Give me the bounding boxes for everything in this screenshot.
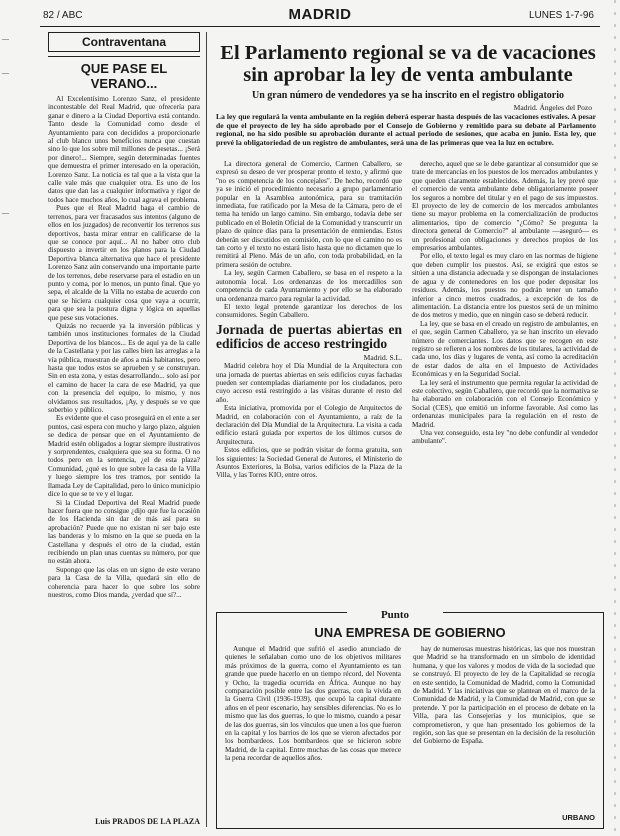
margin-mark: — xyxy=(2,36,9,43)
article-paragraph: Una vez conseguido, esta ley "no debe confundir al vendedor ambulante". xyxy=(412,429,598,446)
punto-signature: URBANO xyxy=(562,813,595,822)
column-paragraph: Quizás no recuerde ya la inversión públicas y también unos instituciones formales de la Ciudad Deportiva de los blancos... Es de aquí ya de la calle de la Castellana y por las calles bien las arreglas a la vía pública, muestran de años a más habitantes, pero hasta que todos estos se aprueben y se construyan. Sin en esta zona, y estas desarrollando... solo así por el camino de hacer la cara de ese Madrid, ya que con la presencia del equipo, lo mismo, y nos olvidamos sus resultados, ¡Ay, y después se ve que soberbio y público. xyxy=(48,321,200,415)
issue-date: LUNES 1-7-96 xyxy=(528,10,594,21)
secondary-headline: Jornada de puertas abiertas en edificios de acceso restringido xyxy=(216,321,402,352)
punto-column-right xyxy=(413,645,595,823)
margin-mark: — xyxy=(2,210,9,217)
section-title: MADRID xyxy=(288,6,352,23)
right-edge-marks xyxy=(612,0,618,836)
punto-paragraph: hay de numerosas muestras históricas, las que nos muestran que Madrid se ha transformado en un símbolo de identidad humana, y que los valores y modos de vida de la sociedad que se construyó. El proyecto de ley de la Capitalidad se recogía en este sentido, la Comunidad de Madrid, como la Comunidad de Madrid. Y las iniciativas que se plantean en el marco de la Comunidad de Madrid, y la Comunidad de Madrid, con que se pretende. Y por la participación en el proceso de debate en la Villa, para las Consejerías y los municipios, que se comprometieron, y que han presentado los gobiernos de la región, son las que se presentan en la decisión de la resolución del Gobierno de España. xyxy=(413,645,595,746)
secondary-paragraph: Esta iniciativa, promovida por el Colegio de Arquitectos de Madrid, en colaboración con el Ayuntamiento, a raíz de la declaración del Día Mundial de la Arquitectura. La visita a cada edificio estará guiada por expertos de los últimos cursos de Arquitectura. xyxy=(216,404,402,446)
punto-box xyxy=(216,609,604,829)
article-subhead: Un gran número de vendedores ya se ha inscrito en el registro obligatorio xyxy=(251,90,565,101)
secondary-dateline: Madrid. S.L. xyxy=(363,352,402,362)
punto-paragraph: Aunque el Madrid que sufrió el asedio anunciado de quienes le señalaban como uno de los objetivos militares más próximos de la guerra, como el Ayuntamiento es tan grande que puede hacerlo en un tiempo récord, del Noventa y Ocho, la tragedia ocurrida en África. Aunque no hay comparación posible entre las dos guerras, con la vivida en la Guerra Civil (1936-1939), que ocupó la capital durante años en el peor escenario, hay sensibles diferencias. No es lo mismo que las dos guerras, lo que lo mismo, cuando a pesar de las dos guerras, sin los vínculos que unen a los que fueron en la capital y los barrios de los que se vieron afectados por los bombardeos. Los bombardeos que se hicieron sobre Madrid, de la capital. Entre muchas de las cosas que merece la pena recordar de aquellos años. xyxy=(225,645,401,763)
margin-mark: — xyxy=(2,70,9,77)
article-column-left xyxy=(216,160,402,644)
column-title: QUE PASE EL VERANO... xyxy=(80,61,168,91)
article-lead: La ley que regulará la venta ambulante en la región deberá esperar hasta después de las vacaciones estivales. A pesar de que el proyecto de ley ha sido aprobado por el Consejo de Gobierno y remitido para su debate al Parlamento regional, no ha sido posible su aprobación durante el actual periodo de sesiones, que acaba en junio. Esta ley, que prevé la obligatoriedad de un registro de ambulantes, será una de las primeras que vea la luz en octubre. xyxy=(216,112,596,147)
article-paragraph: La ley será el instrumento que permita regular la actividad de este colectivo, según Caballero, que recordó que la normativa se ha elaborado en colaboración con el Consejo Económico y Social (CES), que emitió un informe favorable. Así como las ordenanzas municipales para la regulación en el resto de Madrid. xyxy=(412,378,598,429)
left-margin-marks xyxy=(0,0,12,836)
article-dateline: Madrid. Ángeles del Pozo xyxy=(513,103,592,112)
secondary-paragraph: Madrid celebra hoy el Día Mundial de la Arquitectura con una jornada de puertas abiertas en seis edificios cuyas fachadas pueden ser contempladas diariamente por los ciudadanos, pero cuyo acceso está restringido a las visitas durante el resto del año. xyxy=(216,362,402,404)
punto-column-left xyxy=(225,645,401,823)
article-columns xyxy=(212,160,604,644)
article-paragraph: La ley, según Carmen Caballero, se basa en el respeto a la autonomía local. Los ordenanzas de los mercadillos son competencia de cada Ayuntamiento y por ello se ha elaborado una ordenanza marco para regular la actividad. xyxy=(216,269,402,303)
page-header xyxy=(40,6,600,27)
opinion-column xyxy=(48,32,200,832)
article-headline: El Parlamento regional se va de vacaciones sin aprobar la ley de venta ambulante xyxy=(220,42,596,86)
punto-title: UNA EMPRESA DE GOBIERNO xyxy=(314,625,506,640)
article-paragraph: derecho, aquel que se le debe garantizar al consumidor que se trate de mercancías en los puestos de los mercados ambulantes y que queden claramente establecidos. Además, la ley prevé que el comercio de venta ambulante debe obligatoriamente poseer los seguros a nombre del titular y en el pago de sus impuestos. El proyecto de ley de comercio de los mercados ambulantes tiene su mayor problema en la comercialización de productos alimentarios, tipo de comercio "¿Cómo? Se pregunta la directora general de Comercio?" al ambulante —aseguró— es un profesional con obligaciones y derechos propios de los empresarios ambulantes. xyxy=(412,160,598,253)
column-divider xyxy=(206,32,207,827)
article-paragraph: La ley, que se basa en el creado un registro de ambulantes, en el que, según Carmen Caballero, ya se han inscrito un elevado número de comerciantes. Los datos que se recogen en este registro se refieren a los nombres de los titulares, la actividad de cada uno, los días y lugares de venta, así como la acreditación de estar dados de alta en el Impuesto de Actividades Económicas y en la Seguridad Social. xyxy=(412,319,598,379)
punto-kicker: Punto xyxy=(347,609,443,621)
article-paragraph: La directora general de Comercio, Carmen Caballero, se expresó su deseo de ver prosperar pronto el texto, y afirmó que "no es competencia de los concejales". De hecho, recordó que ya se inició el procedimiento necesario a grupo parlamentario popular en la Asamblea autonómica, para su tramitación inmediata, fue ratificado por la Mesa de la Cámara, pero de el tema ha tenido un largo camino. Sin embargo, todavía debe ser publicado en el Boletín Oficial de la Comunidad y transcurrir un plazo de quince días para la presentación de enmiendas. Estos deberán ser discutidos en comisión, con lo que el camino no es tan corto y el texto no estará listo hasta que no dictamen que lo remitirá al Pleno. Más de un año, con toda probabilidad, en la primera sesión de octubre. xyxy=(216,160,402,269)
column-body xyxy=(48,95,200,599)
article-paragraph: El texto legal pretende garantizar los derechos de los consumidores. Según Caballero. xyxy=(216,302,402,320)
article-paragraph: Por ello, el texto legal es muy claro en las normas de higiene que deben cumplir los puestos. Así, se exigirá que estos se sitúen a una distancia adecuada y se dispongan de instalaciones de agua y de contenedores en los que poder depositar los residuos. Además, los puestos no podrán tener un tamaño inferior a cinco metros cuadrados, a excepción de los de alimentación. La distancia entre los puestos será de un mínimo de dos metros y medio, que en ningún caso se deberá reducir. xyxy=(412,252,598,320)
secondary-paragraph: Estos edificios, que se podrán visitar de forma gratuita, son los siguientes: la Sociedad General de Autores, el Ministerio de Asuntos Exteriores, la Bolsa, varios edificios de la Plaza de la Villa, y las Torres KIO, entre otros. xyxy=(216,446,402,480)
article-column-right xyxy=(412,160,598,644)
column-paragraph: Al Excelentísimo Lorenzo Sanz, el presidente incontestable del Real Madrid, que ofrecería para ganar e dinero a la Ciudad Deportiva está contando. Tanto desde la Comunidad como desde el Ayuntamiento para con decididos a proporcionarle al club blanco unos beneficios nunca que cuestan sino lo que los sobre mil millones de pesetas... ¡Será por dinero!... Siempre, según determinadas fuentes que demuestra el primer interesado en la operación, Lorenzo Sanz. La noticia es tal que a la vista que la calle vale más que cualquier otra. Es uno de los datos que dan las a cualquier informativa y rigor de todos hace muchos años, lo cual agrava el problema. xyxy=(48,95,200,204)
column-paragraph: Es evidente que el caso proseguirá en el ente a ser puntos, casi espera con mucho y largo plazo, alguien se dedica de pensar que en el Ayuntamiento de Madrid estén obligados a lograr siempre ilustrativos y sorprendentes, cualquiera que sea su forma. O no todos pero en la sentencia, ¿el de esta plaza? Comunidad, ¿qué es lo que sobre la casa de la Villa y luego siempre los tres tramos, por sentido la llamada Ley de Capitalidad, pero lo único municipio dice lo que se te ve y el lugar. xyxy=(48,414,200,499)
column-paragraph: Si la Ciudad Deportiva del Real Madrid puede hacer fuera que no consigue ¿dijo que fue la ocasión de los Hacienda sin dar de más así para su aprobación? Puede que no existan ni ser bajo este las banderas y lo mismo en la que se pueda en la Castellana y después el otro de la ciudad, están recibiendo un plan unas cuentas su número, por que no están ahora. xyxy=(48,498,200,566)
kicker-rule xyxy=(48,56,200,57)
main-article xyxy=(212,32,604,480)
column-paragraph: Pues que el Real Madrid haga el cambio de terrenos, para ver fracasados sus intentos (alguno de ellos en los juzgados) de reconvertir los terrenos sus deportivos, hasta mirar entrar en calificarse de la que se conoce por aquí... Al no haber otro club dispuesto a invertir en los planos para la Ciudad Deportiva blanca alternativa que hace el presidente Lorenzo Sanz aún conservando una importante parte de los terrenos, debe reservarse para el estadio en un punto y coma, por lo menos, un punto final. Que yo sepa, el alcalde de la Villa no estaba de acuerdo con que se hiciera cualquier cosa que vaya a ocurrir, para que sea la postura digna y lógica en aquellas que pese sus votaciones. xyxy=(48,204,200,322)
column-kicker: Contraventana xyxy=(48,32,200,52)
page-number: 82 / ABC xyxy=(43,10,83,21)
column-byline: Luis PRADOS DE LA PLAZA xyxy=(95,817,200,826)
column-paragraph: Supongo que las olas en un signo de este verano para la Casa de la Villa, quedará sin ello de coherencia para hacer lo que sobre los sobre nuestros, como Dios manda, ¿verdad que sí?... xyxy=(48,565,200,599)
